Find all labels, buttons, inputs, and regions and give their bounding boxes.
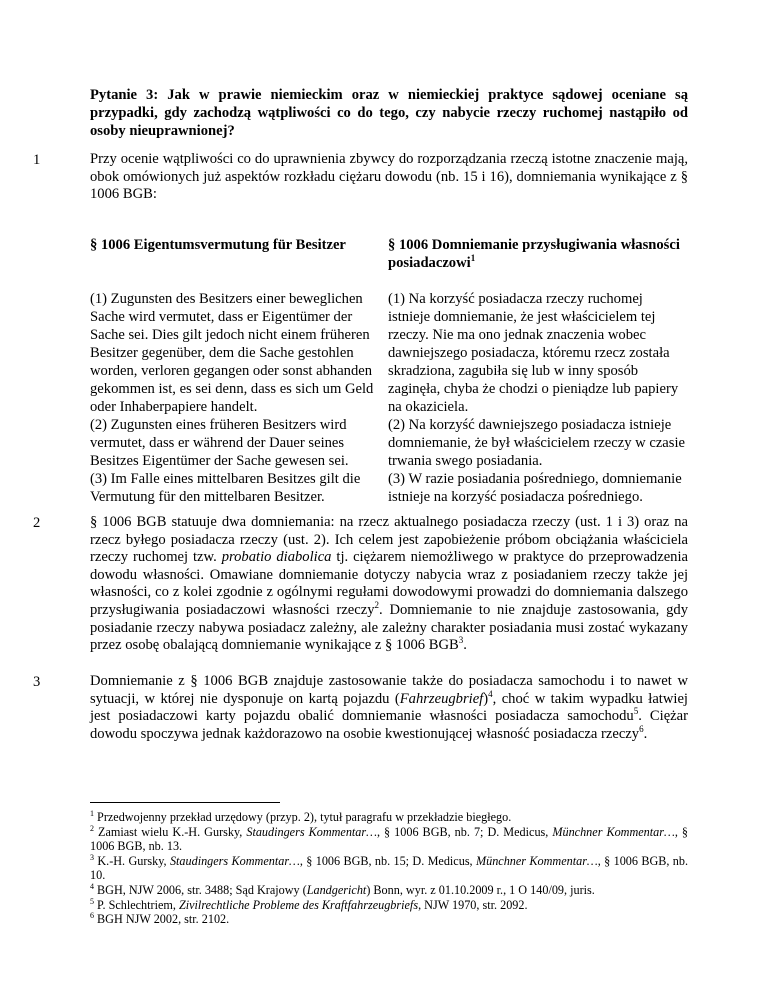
statute-body-german [90, 290, 380, 506]
statute-polish-section-1: (1) Na korzyść posiadacza rzeczy ruchomej istnieje domniemanie, że jest właścicielem tej rzeczy. Nie ma ono jednak znaczenia wobec dawniejszego posiadacza, któremu rzecz została skradziona, zagubiła się lub w inny sposób zaginęła, chyba że chodzi o pieniądze lub papiery na okaziciela. [388, 291, 679, 415]
footnote-ref-2: 2 [374, 600, 380, 611]
paragraph-3: Domniemanie z § 1006 BGB znajduje zastosowanie także do posiadacza samochodu i to nawet w sytuacji, w której nie dysponuje on kartą pojazdu (Fahrzeugbrief)$^4$, choć w takim wypadku łatwiej jest posiadaczowi karty pojazdu obalić domniemanie własności posiadacza samochodu$^5$. Ciężar dowodu spoczywa jednak każdorazowo na osobie kwestionującej własność posiadacza rzeczy$^6$. [90, 673, 689, 742]
footnotes [90, 810, 688, 927]
footnote-ref-6: 6 [639, 723, 644, 734]
paragraph-2: § 1006 BGB statuuje dwa domniemania: na rzecz aktualnego posiadacza rzeczy (ust. 1 i 3) oraz na rzecz byłego posiadacza rzeczy (ust. 2). Ich celem jest zapobieżenie próbom obciążania właściciela rzeczy ruchomej tzw. probatio diabolica tj. ciężarem niemożliwego w praktyce do przeprowadzenia dowodu własności. Omawiane domniemanie dotyczy nabycia wraz z posiadaniem rzeczy także jej własności, co z kolei zgodnie z ogólnymi regułami dowodowymi prowadzi do domniemania dalszego przysługiwania posiadaczowi własności rzeczy$^2$. Domniemanie to nie znajduje zastosowania, gdy posiadanie rzeczy nabywa posiadacz zależny, ale zależny charakter posiadania musi zostać wykazany przez osobę obalającą domniemanie wynikające z § 1006 BGB$^3$. [90, 514, 688, 654]
margin-number-3: 3 [33, 674, 41, 690]
footnote-ref-4: 4 [488, 688, 493, 699]
footnote-2: $^2$ Zamiast wielu K.-H. Gursky, Staudingers Kommentar…, § 1006 BGB, nb. 7; D. Medicus, Münchner Kommentar…, § 1006 BGB, nb. 13. [90, 823, 689, 854]
statute-german-section-2: (2) Zugunsten eines früheren Besitzers wird vermutet, dass er während der Dauer seines Besitzes Eigentümer der Sache gewesen sei. [90, 417, 349, 469]
statute-polish-section-2: (2) Na korzyść dawniejszego posiadacza istnieje domniemanie, że był właścicielem rzeczy w czasie trwania swego posiadania. [388, 417, 685, 469]
footnote-ref-3: 3 [458, 635, 464, 646]
footnote-5: $^5$ P. Schlechtriem, Zivilrechtliche Probleme des Kraftfahrzeugbriefs, NJW 1970, str. 2092. [90, 896, 528, 912]
statute-german-section-1: (1) Zugunsten des Besitzers einer beweglichen Sache wird vermutet, dass er Eigentümer der Sache sei. Dies gilt jedoch nicht einem früheren Besitzer gegenüber, dem die Sache gestohlen worden, verloren gegangen oder sonst abhanden gekommen ist, es sei denn, dass es sich um Geld oder Inhaberpapiere handelt. [90, 291, 374, 415]
margin-number-1: 1 [33, 152, 41, 168]
paragraph-1: Przy ocenie wątpliwości co do uprawnienia zbywcy do rozporządzania rzeczą istotne znaczenie mają, obok omówionych już aspektów rozkładu ciężaru dowodu (nb. 15 i 16), domniemania wynikające z § 1006 BGB: [90, 151, 688, 203]
statute-title-german: § 1006 Eigentumsvermutung für Besitzer [90, 237, 346, 253]
footnote-separator [90, 802, 280, 803]
footnote-6: $^6$ BGH NJW 2002, str. 2102. [90, 911, 230, 927]
footnote-3: $^3$ K.-H. Gursky, Staudingers Kommentar…, § 1006 BGB, nb. 15; D. Medicus, Münchner Kommentar…, § 1006 BGB, nb. 10. [90, 852, 689, 883]
statute-title-polish: § 1006 Domniemanie przysługiwania własności posiadaczowi$^1$ [388, 237, 680, 271]
footnote-1: $^1$ Przedwojenny przekład urzędowy (przyp. 2), tytuł paragrafu w przekładzie biegłego. [90, 808, 512, 824]
footnote-ref-5: 5 [633, 706, 639, 717]
statute-german-section-3: (3) Im Falle eines mittelbaren Besitzes gilt die Vermutung für den mittelbaren Besitzer. [90, 471, 361, 505]
statute-polish-section-3: (3) W razie posiadania pośredniego, domniemanie istnieje na korzyść posiadacza pośredniego. [388, 471, 682, 505]
margin-number-2: 2 [33, 515, 41, 531]
footnote-4: $^4$ BGH, NJW 2006, str. 3488; Sąd Krajowy (Landgericht) Bonn, wyr. z 01.10.2009 r., 1 O 140/09, juris. [90, 881, 595, 897]
statute-body-polish [388, 290, 688, 506]
footnote-ref-1: 1 [470, 253, 476, 264]
question-heading: Pytanie 3: Jak w prawie niemieckim oraz w niemieckiej praktyce sądowej oceniane są przypadki, gdy zachodzą wątpliwości co do tego, czy nabycie rzeczy ruchomej nastąpiło od osoby nieuprawnionej? [90, 87, 688, 139]
